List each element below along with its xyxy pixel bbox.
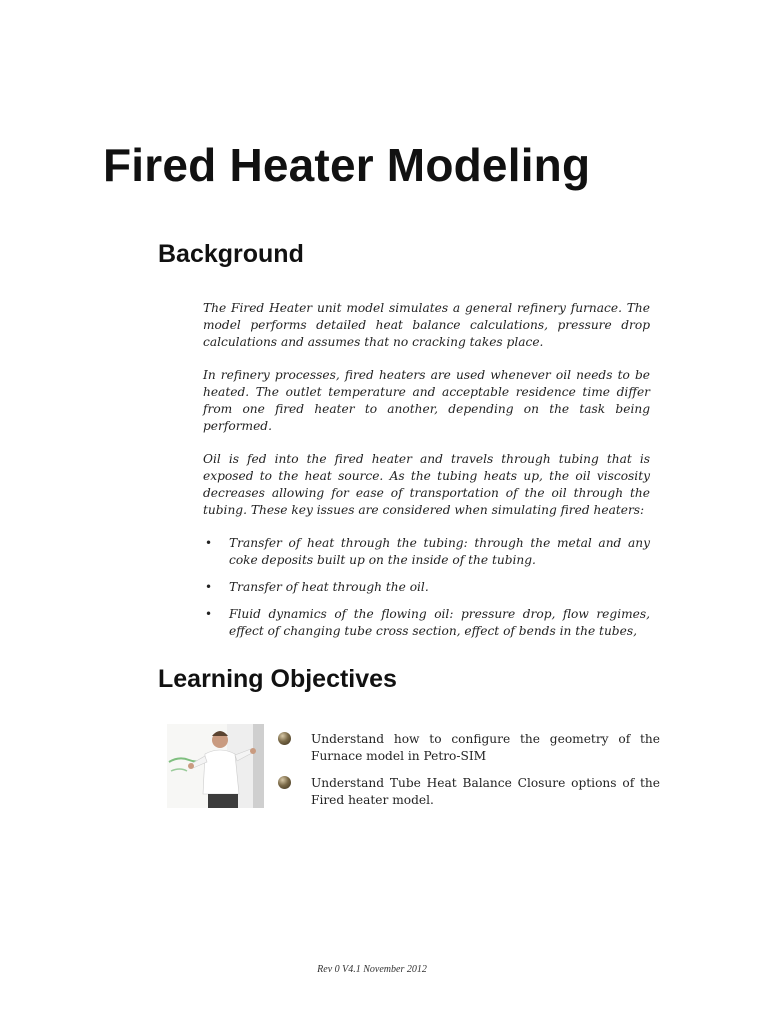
page-footer: Rev 0 V4.1 November 2012	[317, 964, 427, 975]
background-heading: Background	[158, 240, 304, 268]
list-item	[203, 606, 650, 640]
bullet-icon: •	[205, 536, 213, 550]
presenter-photo	[167, 724, 264, 808]
presenter-illustration	[167, 724, 264, 808]
bullet-icon: •	[205, 607, 213, 621]
objective-text: Understand Tube Heat Balance Closure options of the Fired heater model.	[311, 776, 660, 807]
bullet-ball-icon	[278, 776, 291, 789]
learning-objectives-heading: Learning Objectives	[158, 665, 397, 693]
objective-text: Understand how to configure the geometry of the Furnace model in Petro-SIM	[311, 732, 660, 763]
bullet-icon: •	[205, 580, 213, 594]
bullet-ball-icon	[278, 732, 291, 745]
list-item	[278, 775, 660, 809]
list-item-text: Fluid dynamics of the flowing oil: pressure drop, flow regimes, effect of changing tube cross section, effect of bends in the tubes,	[229, 607, 650, 638]
background-paragraph: Oil is fed into the fired heater and travels through tubing that is exposed to the heat source. As the tubing heats up, the oil viscosity decreases allowing for ease of transportation of the oil through the tubing. These key issues are considered when simulating fired heaters:	[203, 452, 650, 517]
list-item	[278, 731, 660, 765]
background-paragraph: In refinery processes, fired heaters are used whenever oil needs to be heated. The outlet temperature and acceptable residence time differ from one fired heater to another, depending on the task being performed.	[203, 368, 650, 433]
background-paragraph: The Fired Heater unit model simulates a general refinery furnace. The model performs detailed heat balance calculations, pressure drop calculations and assumes that no cracking takes place.	[203, 301, 650, 349]
background-section	[203, 300, 650, 650]
learning-objectives-list	[278, 731, 660, 819]
list-item	[203, 535, 650, 569]
page-title: Fired Heater Modeling	[103, 139, 591, 191]
list-item	[203, 579, 650, 596]
key-issues-list	[203, 535, 650, 640]
list-item-text: Transfer of heat through the oil.	[229, 580, 429, 594]
list-item-text: Transfer of heat through the tubing: through the metal and any coke deposits built up on the inside of the tubing.	[229, 536, 650, 567]
